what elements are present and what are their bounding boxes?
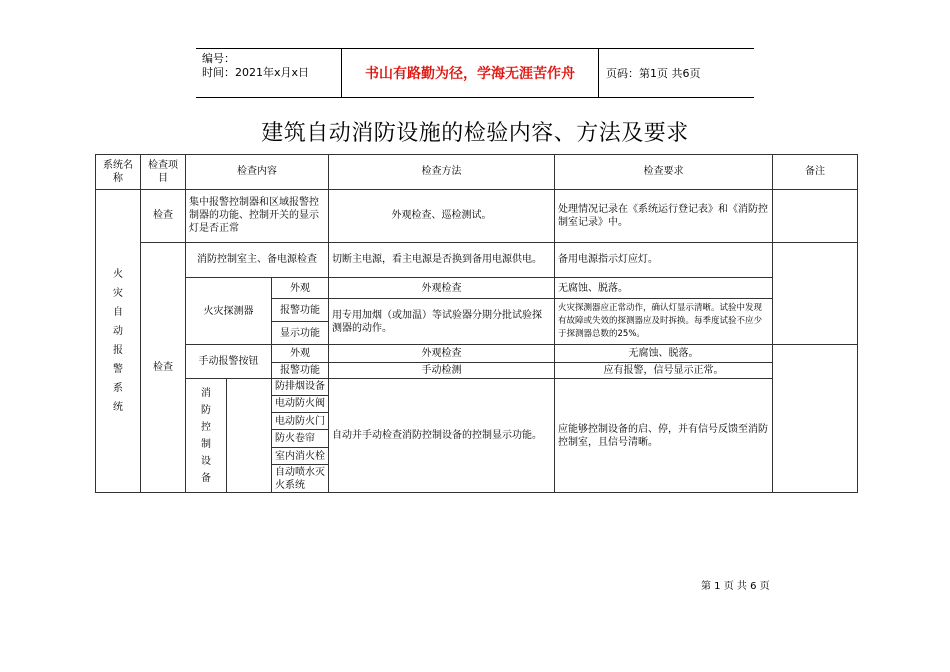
method-cell: 外观检查、巡检测试。: [329, 189, 555, 242]
time-label: 时间：2021年x月x日: [202, 66, 310, 79]
table-row: [96, 243, 858, 278]
device-item: 电动防火门: [272, 413, 329, 430]
table-header-row: [96, 155, 858, 190]
device-item: 室内消火栓: [272, 447, 329, 464]
item-cell: 检查: [141, 243, 186, 493]
method-cell: 用专用加烟（或加温）等试验器分期分批试验探测器的动作。: [329, 299, 555, 345]
number-label: 编号：: [202, 52, 235, 65]
method-cell: 外观检查: [329, 277, 555, 299]
header-method: 检查方法: [329, 155, 555, 190]
device-item: 自动喷水灭火系统: [272, 465, 329, 493]
content-cell: 消防控制室主、备电源检查: [186, 243, 329, 278]
requirement-cell: 火灾探测器应正常动作，确认灯显示清晰。试验中发现有故障或失效的探测器应及时拆换。每季度试验不应少于探测器总数的25%。: [555, 299, 773, 345]
content-cell: 集中报警控制器和区域报警控制器的功能、控制开关的显示灯是否正常: [186, 189, 329, 242]
method-cell: 自动并手动检查消防控制设备的控制显示功能。: [329, 379, 555, 493]
requirement-cell: 应能够控制设备的启、停，并有信号反馈至消防控制室，且信号清晰。: [555, 379, 773, 493]
requirement-cell: 处理情况记录在《系统运行登记表》和《消防控制室记录》中。: [555, 189, 773, 242]
header-system: 系统名称: [96, 155, 141, 190]
sub-item: 外观: [272, 345, 329, 362]
method-cell: 外观检查: [329, 345, 555, 362]
requirement-cell: 无腐蚀、脱落。: [555, 345, 773, 362]
requirement-cell: 无腐蚀、脱落。: [555, 277, 773, 299]
item-cell: 检查: [141, 189, 186, 242]
motto: 书山有路勤为径，学海无涯苦作舟: [341, 49, 599, 97]
inspection-table: [95, 154, 858, 493]
table-row: [96, 345, 858, 362]
device-item: 电动防火阀: [272, 395, 329, 412]
header-item: 检查项目: [141, 155, 186, 190]
table-row: [96, 189, 858, 242]
sub-item: 外观: [272, 277, 329, 299]
device-item: 防火卷帘: [272, 430, 329, 447]
header-content: 检查内容: [186, 155, 329, 190]
fire-control-label: 消防控制设备: [201, 387, 211, 484]
table-row: [96, 379, 858, 395]
fire-control-cell: [186, 379, 272, 493]
system-name: 火灾自动报警系统: [113, 268, 123, 413]
document-header: [196, 48, 754, 98]
remark-cell: [773, 189, 858, 242]
header-remark: 备注: [773, 155, 858, 190]
system-name-cell: [96, 189, 141, 492]
header-info: [202, 52, 309, 80]
requirement-cell: 备用电源指示灯应灯。: [555, 243, 773, 278]
header-requirement: 检查要求: [555, 155, 773, 190]
sub-item: 显示功能: [272, 321, 329, 345]
sub-item: 报警功能: [272, 299, 329, 322]
remark-cell: [773, 345, 858, 493]
page-footer: 第 1 页 共 6 页: [701, 581, 770, 592]
detector-label: 火灾探测器: [186, 277, 272, 345]
remark-cell: [773, 243, 858, 345]
page-title: 建筑自动消防设施的检验内容、方法及要求: [261, 121, 689, 146]
method-cell: 手动检测: [329, 362, 555, 378]
requirement-cell: 应有报警，信号显示正常。: [555, 362, 773, 378]
table-row: [96, 277, 858, 299]
button-label: 手动报警按钮: [186, 345, 272, 379]
sub-item: 报警功能: [272, 362, 329, 378]
page-label: 页码：第1页 共6页: [606, 67, 701, 80]
device-item: 防排烟设备: [272, 379, 329, 395]
method-cell: 切断主电源，看主电源是否换到备用电源供电。: [329, 243, 555, 278]
